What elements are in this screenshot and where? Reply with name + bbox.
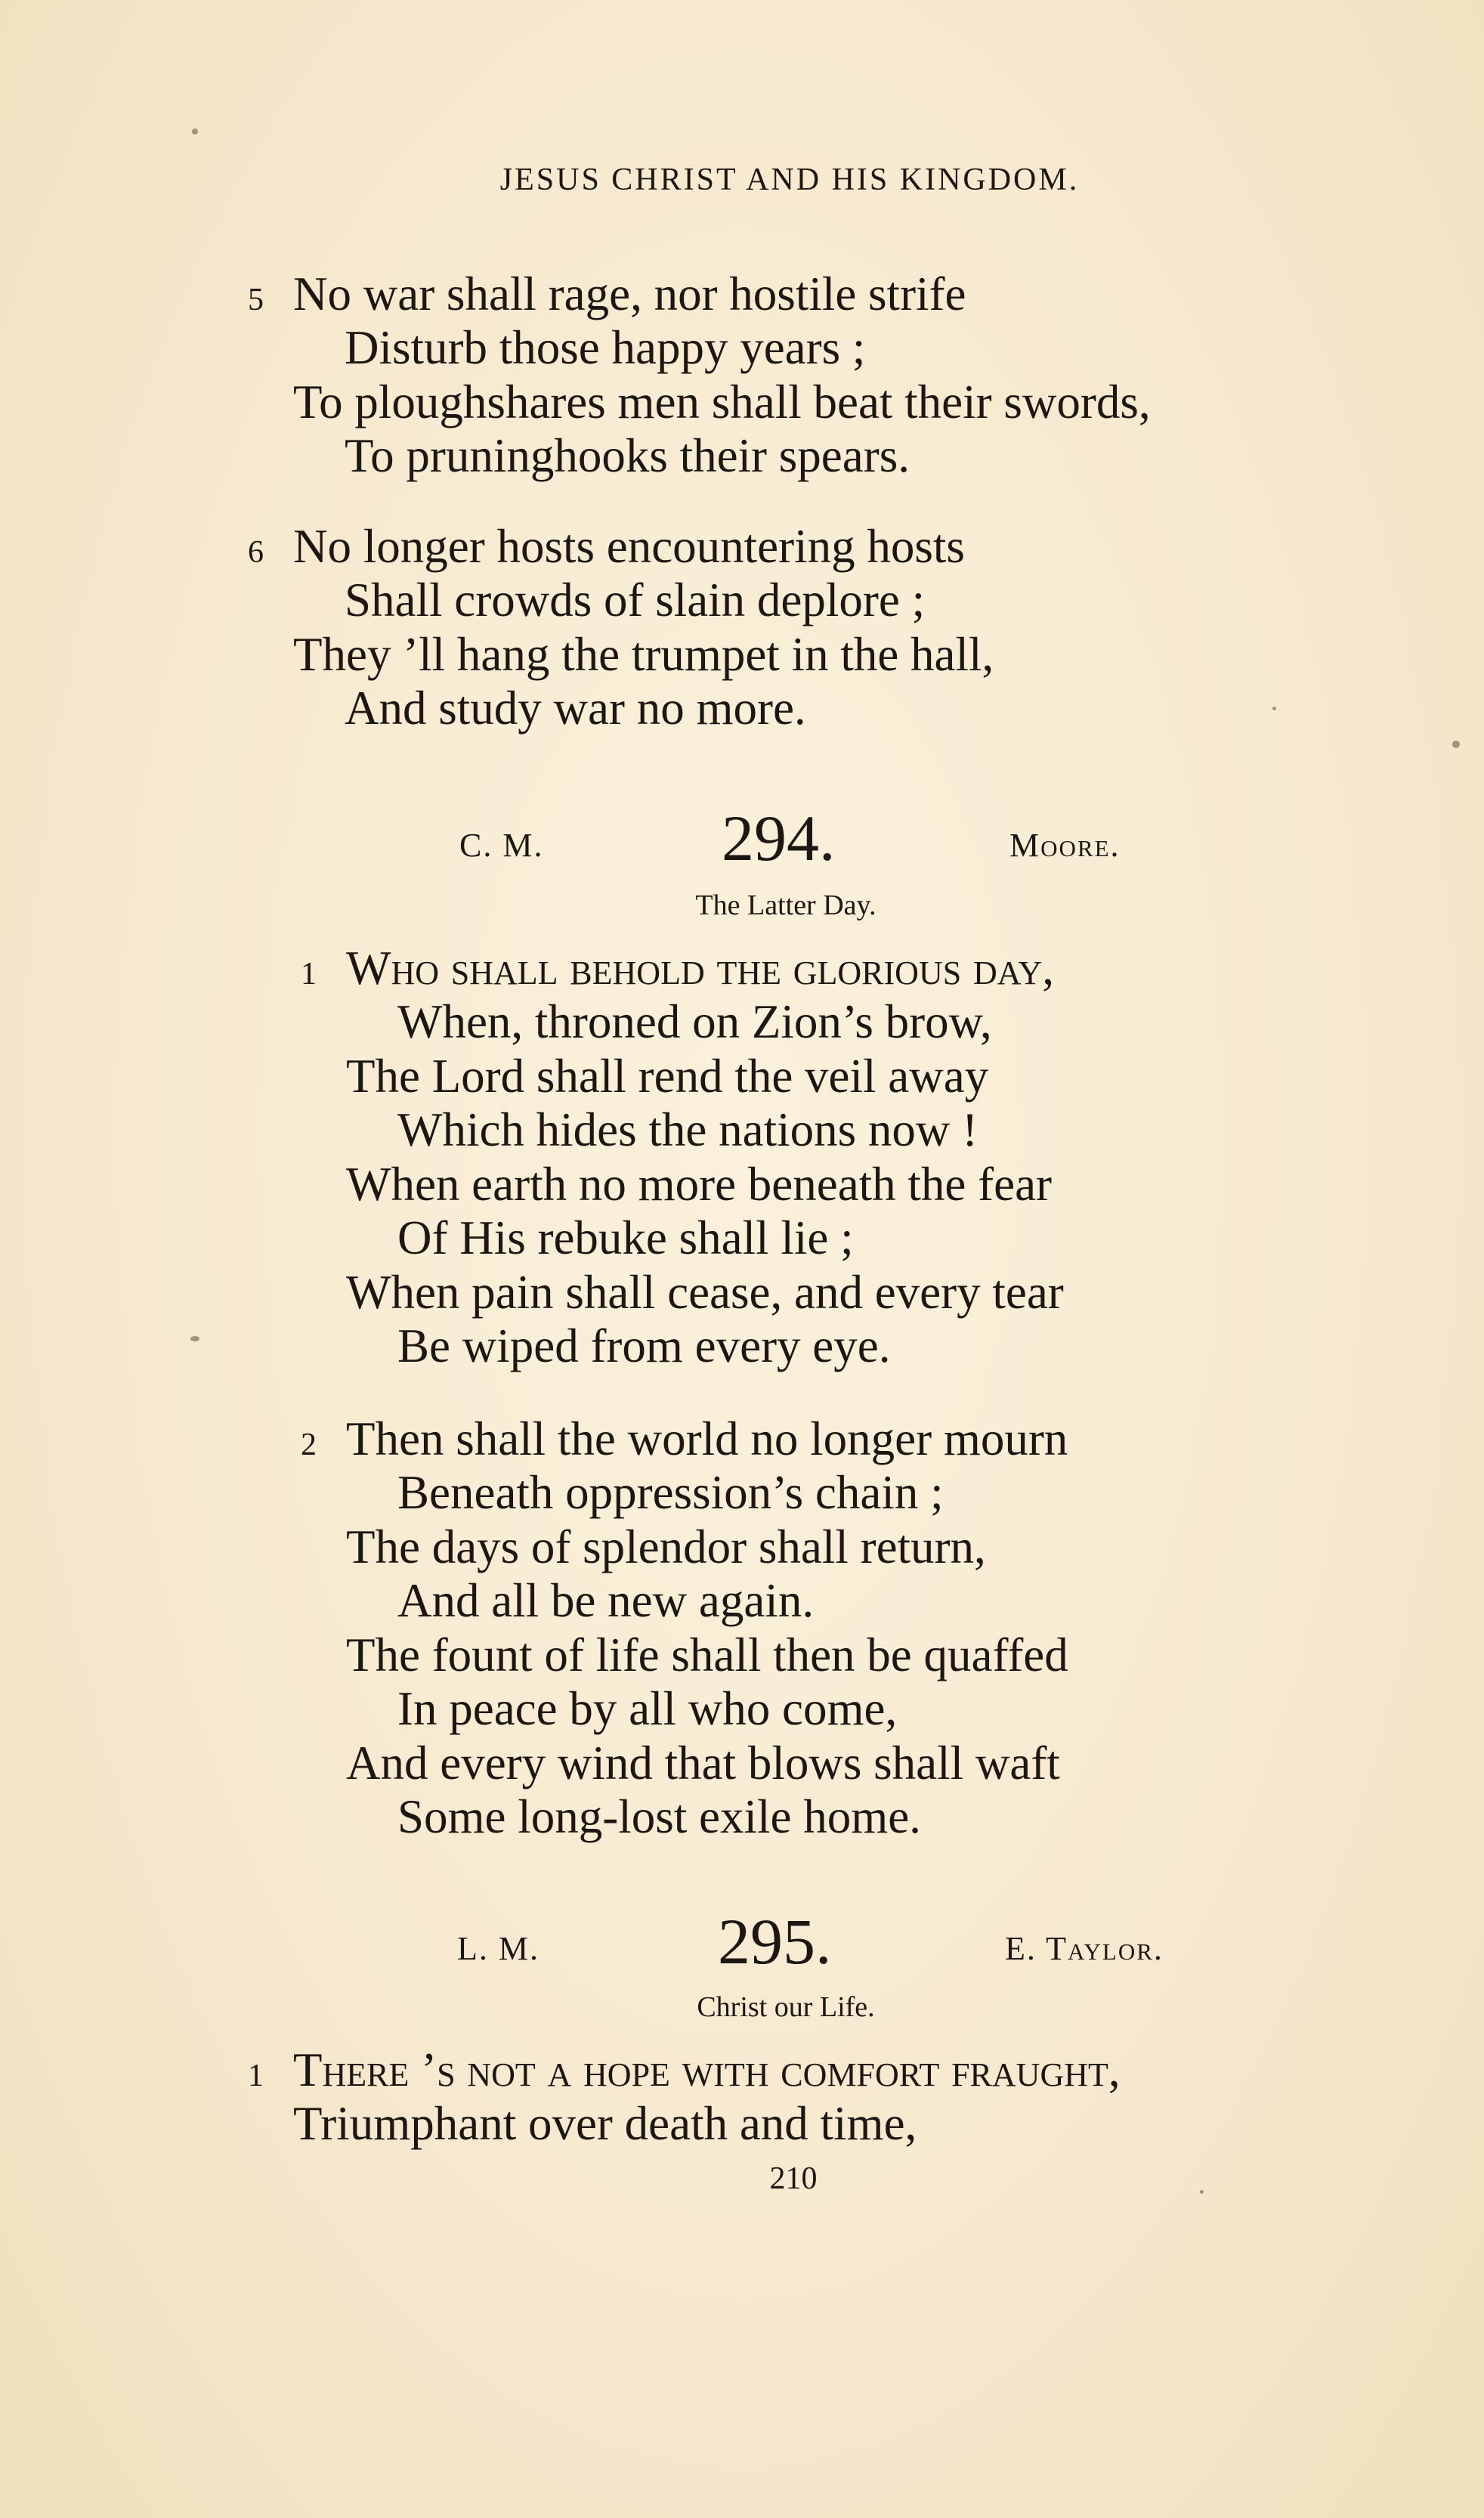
hymn-number: 294. bbox=[722, 802, 836, 874]
verse-line: And every wind that blows shall waft bbox=[346, 1737, 1060, 1790]
running-head: JESUS CHRIST AND HIS KINGDOM. bbox=[499, 162, 1080, 197]
paper-speck bbox=[192, 128, 198, 135]
verse-line: The Lord shall rend the veil away bbox=[346, 1050, 989, 1103]
verse-line: Beneath oppression’s chain ; bbox=[397, 1466, 944, 1519]
hymn-meter: L. M. bbox=[457, 1930, 539, 1967]
verse-line: When, throned on Zion’s brow, bbox=[397, 995, 992, 1048]
verse-line: There ’s not a hope with comfort fraught, bbox=[293, 2043, 1121, 2096]
verse-line: Then shall the world no longer mourn bbox=[346, 1412, 1068, 1465]
paper-speck bbox=[190, 1336, 199, 1341]
verse-line: To ploughshares men shall beat their swords, bbox=[293, 376, 1151, 428]
verse-line: In peace by all who come, bbox=[397, 1682, 898, 1735]
verse-line: Who shall behold the glorious day, bbox=[346, 942, 1054, 995]
verse-line: No war shall rage, nor hostile strife bbox=[293, 268, 966, 320]
verse-line: Which hides the nations now ! bbox=[397, 1103, 979, 1156]
verse-line: Some long-lost exile home. bbox=[397, 1790, 921, 1843]
paper-speck bbox=[1452, 741, 1460, 748]
hymn-title: The Latter Day. bbox=[695, 889, 876, 921]
page-number: 210 bbox=[769, 2161, 818, 2196]
verse-line: To pruninghooks their spears. bbox=[345, 429, 910, 482]
hymn-title: Christ our Life. bbox=[697, 1991, 875, 2023]
verse-line: Triumphant over death and time, bbox=[293, 2097, 917, 2150]
verse-line: Disturb those happy years ; bbox=[345, 321, 866, 374]
stanza-number: 5 bbox=[248, 283, 264, 317]
verse-line: And study war no more. bbox=[345, 682, 806, 735]
verse-line: The fount of life shall then be quaffed bbox=[346, 1629, 1068, 1681]
paper-speck bbox=[1272, 707, 1276, 710]
verse-line: Of His rebuke shall lie ; bbox=[397, 1211, 854, 1264]
stanza-number: 6 bbox=[248, 535, 264, 570]
verse-line: Be wiped from every eye. bbox=[397, 1319, 891, 1372]
verse-line: When pain shall cease, and every tear bbox=[346, 1266, 1064, 1319]
verse-line: They ’ll hang the trumpet in the hall, bbox=[293, 628, 994, 681]
verse-line: When earth no more beneath the fear bbox=[346, 1158, 1053, 1211]
verse-line: And all be new again. bbox=[397, 1574, 815, 1627]
stanza-number: 2 bbox=[301, 1428, 317, 1462]
verse-line: No longer hosts encountering hosts bbox=[293, 520, 965, 573]
paper-speck bbox=[1200, 2190, 1204, 2194]
tune-name: E. Taylor. bbox=[1005, 1930, 1164, 1967]
verse-line: Shall crowds of slain deplore ; bbox=[345, 574, 926, 626]
tune-name: Moore. bbox=[1009, 827, 1121, 864]
hymn-meter: C. M. bbox=[459, 827, 544, 864]
verse-line: The days of splendor shall return, bbox=[346, 1520, 986, 1573]
stanza-number: 1 bbox=[248, 2059, 264, 2093]
stanza-number: 1 bbox=[301, 957, 317, 991]
hymn-number: 295. bbox=[718, 1905, 832, 1978]
